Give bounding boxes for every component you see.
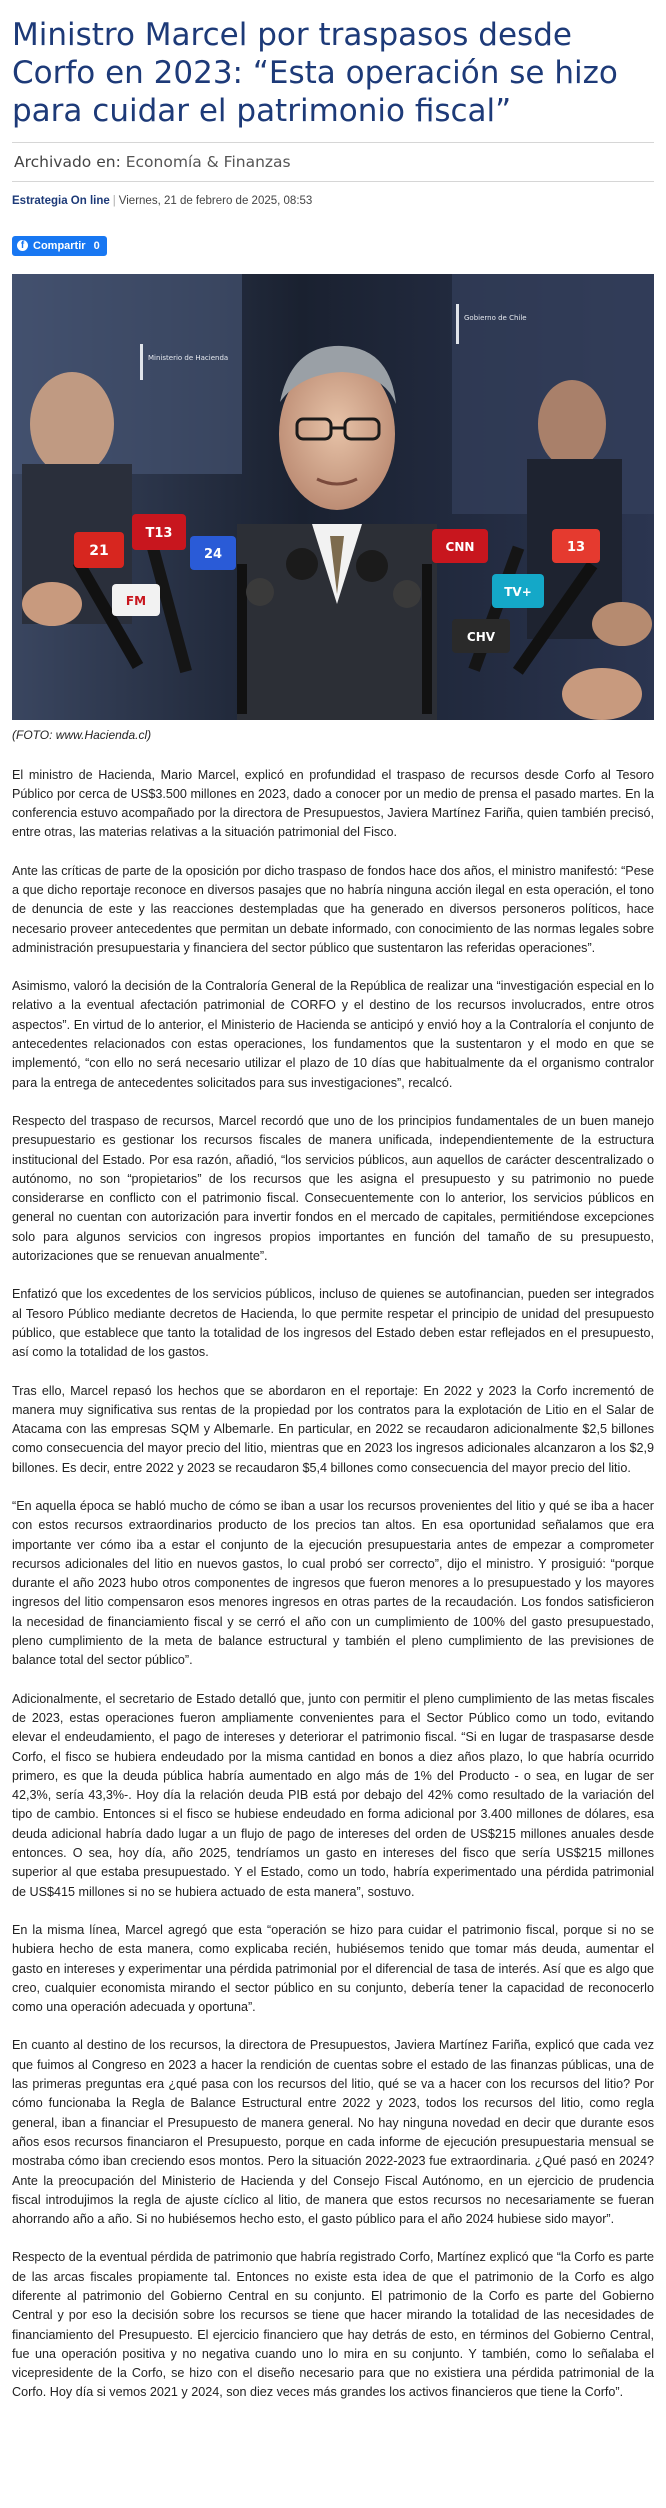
article-title: Ministro Marcel por traspasos desde Corfo en 2023: “Esta operación se hizo para cuidar el patrimonio fiscal” xyxy=(12,17,618,129)
mic-label: 13 xyxy=(566,539,586,555)
mic-label: 24 xyxy=(203,546,223,562)
press-conference-illustration xyxy=(12,274,654,720)
share-count: 0 xyxy=(93,239,100,252)
paragraph: Tras ello, Marcel repasó los hechos que se abordaron en el reportaje: En 2022 y 2023 la Corfo incrementó de manera muy significativa sus rentas de la propiedad por los contratos para la explotación de Litio en el Salar de Atacama con las empresas SQM y Albemarle. En particular, en 2022 se recaudaron adicionalmente $2,5 billones como consecuencia del mayor precio del litio, mientras que en 2023 los ingresos adicionales alcanzaron a los $2,9 billones. Es decir, entre 2022 y 2023 se recaudaron $5,4 billones como consecuencia del mayor precio del litio. xyxy=(12,1383,654,1475)
paragraph: Respecto del traspaso de recursos, Marcel recordó que uno de los principios fundamentales de un buen manejo presupuestario es gestionar los recursos fiscales de manera unificada, independientemente de la estructura institucional del Estado. Por esa razón, añadió, “los servicios públicos, aun aquellos de carácter descentralizado o autónomo, no son “propietarios” de los recursos que les asigna el presupuesto y su patrimonio no puede considerarse en conflicto con el patrimonio fiscal. Consecuentemente con lo anterior, los servicios públicos en general no cuentan con autorización para invertir fondos en el mercado de capitales, permitiéndose excepciones solo para algunos servicios con ingresos propios importantes en función del tamaño de su presupuesto, autorizaciones que se renuevan anualmente”. xyxy=(12,1113,654,1264)
paragraph: En la misma línea, Marcel agregó que esta “operación se hizo para cuidar el patrimonio fiscal, porque si no se hubiera hecho de esta manera, como explicaba recién, hubiésemos tenido que tomar más deuda, aumentar el gasto en intereses y experimentar una pérdida patrimonial por el diferencial de tasa de interés. Así que es algo que creo, cualquier economista mirando el sector público en su conjunto, debería tener la capacidad de reconocerlo como una operación adecuada y oportuna”. xyxy=(12,1922,654,2015)
article-photo xyxy=(12,274,654,720)
paragraph: En cuanto al destino de los recursos, la directora de Presupuestos, Javiera Martínez Fariña, explicó que cada vez que fuimos al Congreso en 2023 a hacer la rendición de cuentas sobre el estado de las finanzas públicas, una de las primeras preguntas era ¿qué pasa con los recursos del litio, qué se va a hacer con los recursos del litio? Por cómo funcionaba la Regla de Balance Estructural entre 2022 y 2023, todos los recursos del litio, como regla general, iban a financiar el Presupuesto de manera general. No hay ninguna novedad en decir que durante esos años esos recursos financiaron el Presupuesto, porque en cada informe de ejecución presupuestaria mensual se mostraba cómo iban creciendo esos montos. Pero la situación 2022-2023 fue extraordinaria. ¿Qué pasó en 2024? Ante la preocupación del Ministerio de Hacienda y del Consejo Fiscal Autónomo, en un ejercicio de prudencia fiscal introdujimos la regla de ajuste cíclico al litio, de manera que estos recursos no necesariamente se fueran ahorrando año a año. Si no hubiésemos hecho esto, el gasto público para el año 2024 hubiese sido mayor”. xyxy=(12,2038,654,2227)
author-link[interactable]: Estrategia On line xyxy=(12,195,110,207)
archive-bar xyxy=(12,142,654,182)
paragraph: Respecto de la eventual pérdida de patrimonio que habría registrado Corfo, Martínez explicó que “la Corfo es parte de las arcas fiscales propiamente tal. Entonces no existe esta idea de que el patrimonio de la Corfo es algo diferente al patrimonio del Gobierno Central en su conjunto. El patrimonio de la Corfo es parte del Gobierno Central y por eso la decisión sobre los recursos se tiene que hacer mirando la totalidad de las necesidades de financiamiento del Presupuesto. El ejercicio financiero que hay detrás de esto, en términos del Gobierno Central, fue una operación positiva y no negativa cuando uno lo mira en su conjunto. Y también, como lo señalaba el vicepresidente de la Corfo, se hizo con el diseño necesario para que no existiera una pérdida patrimonial de la Corfo. Hoy día si vemos 2021 y 2024, son diez veces más grandes los activos financieros que tiene la Corfo”. xyxy=(12,2250,654,2400)
mic-label: TV+ xyxy=(504,584,532,599)
share-label: Compartir xyxy=(33,239,86,252)
publish-date: Viernes, 21 de febrero de 2025, 08:53 xyxy=(118,195,313,207)
mic-label: CNN xyxy=(445,539,475,554)
paragraph: El ministro de Hacienda, Mario Marcel, explicó en profundidad el traspaso de recursos desde Corfo al Tesoro Público por cerca de US$3.500 millones en 2023, dado a conocer por un medio de prensa el pasado martes. En la conferencia estuvo acompañado por la directora de Presupuestos, Javiera Martínez Fariña, quien también precisó, entre otras, las materias relativas a la situación patrimonial del Fisco. xyxy=(12,767,654,840)
photo-caption: (FOTO: www.Hacienda.cl) xyxy=(12,727,152,742)
paragraph: Asimismo, valoró la decisión de la Contraloría General de la República de realizar una “investigación especial en lo relativo a la eventual afectación patrimonial de CORFO y el destino de los recursos involucrados, entre otros aspectos”. En virtud de lo anterior, el Ministerio de Hacienda se anticipó y envió hoy a la Contraloría el conjunto de antecedentes relacionados con estas operaciones, los fundamentos que la sustentaron y el modo en que se implementó, “con ello no será necesario utilizar el plazo de 10 días que habitualmente da el organismo contralor para la entrega de antecedentes solicitados para sus investigaciones”, recalcó. xyxy=(12,979,654,1090)
facebook-icon: f xyxy=(17,240,28,251)
share-area xyxy=(12,211,654,274)
article-body xyxy=(12,766,654,2403)
mic-label: FM xyxy=(125,593,147,608)
mic-label: 21 xyxy=(89,542,109,559)
backdrop-sign-right: Gobierno de Chile xyxy=(464,313,527,322)
mic-label: CHV xyxy=(466,629,496,644)
paragraph: Ante las críticas de parte de la oposición por dicho traspaso de fondos hace dos años, el ministro manifestó: “Pese a que dicho reportaje reconoce en diversos pasajes que no habría ninguna acción ilegal en esta operación, el tono de denuncia de este y las reacciones destempladas que ha generado en diversos personeros políticos, hace necesario proveer antecedentes que permitan un debate informado, con conocimiento de las normas legales sobre administración presupuestaria y financiera del sector público que sustentaron las referidas operaciones”. xyxy=(12,863,654,955)
paragraph: Enfatizó que los excedentes de los servicios públicos, incluso de quienes se autofinancian, pueden ser integrados al Tesoro Público mediante decretos de Hacienda, lo que permite respetar el principio de unidad del presupuesto público, que establece que tanto la totalidad de los ingresos del Estado deben estar reflejados en el presupuesto, así como la totalidad de los gastos. xyxy=(12,1287,654,1360)
mic-label: T13 xyxy=(145,525,173,541)
archive-category-link[interactable]: Economía & Finanzas xyxy=(125,153,291,171)
backdrop-sign-left: Ministerio de Hacienda xyxy=(148,353,229,362)
byline-separator: | xyxy=(112,195,116,207)
byline xyxy=(12,192,654,211)
archive-label: Archivado en: xyxy=(14,153,121,171)
facebook-share-button[interactable] xyxy=(12,236,107,256)
paragraph: Adicionalmente, el secretario de Estado detalló que, junto con permitir el pleno cumplimiento de las metas fiscales de 2023, estas operaciones fueron ampliamente convenientes para el Sector Público como un todo, evitando elevar el endeudamiento, el pago de intereses y deteriorar el patrimonio fiscal. “Si en lugar de traspasarse desde Corfo, el fisco se hubiera endeudado por la misma cantidad en bonos a diez años plazo, lo que habría ocurrido primero, es que la deuda pública habría aumentado en algo más de 1% del Producto - o sea, en lugar de ser 42,3%, sería 43,3%-. Hoy día la relación deuda PIB está por debajo del 42% como resultado de la variación del tipo de cambio. Entonces si el fisco se hubiese endeudado en forma adicional por 3.400 millones de dólares, esa deuda adicional habría dado lugar a un flujo de pago de intereses del orden de US$215 millones anuales desde entonces. O sea, hoy día, año 2025, tendríamos un gasto en intereses del fisco que sería US$215 millones superior al que estaba presupuestado. Y el Estado, como un todo, habría experimentado una pérdida patrimonial de US$415 millones si no se hubiera actuado de esta manera”, sostuvo. xyxy=(12,1691,654,1899)
paragraph: “En aquella época se habló mucho de cómo se iban a usar los recursos provenientes del litio y qué se iba a hacer con estos recursos extraordinarios producto de los precios tan altos. En esa oportunidad señalamos que era importante ver cómo iba a estar el conjunto de la ejecución presupuestaria antes de empezar a comprometer recursos adicionales del litio en nuevos gastos, lo cual probó ser correcto”, dijo el ministro. Y prosiguió: “porque durante el año 2023 hubo otros componentes de ingresos que fueron menores a lo presupuestado y los mayores ingresos del litio compensaron esos menores ingresos en otras partes de la recaudación. Los fondos satisficieron la necesidad de financiamiento fiscal y se cerró el año con un cumplimiento de 100% del gasto presupuestado, pleno cumplimiento de la meta de balance estructural y también el pleno cumplimiento de las previsiones de balance total del sector público”. xyxy=(12,1499,654,1668)
